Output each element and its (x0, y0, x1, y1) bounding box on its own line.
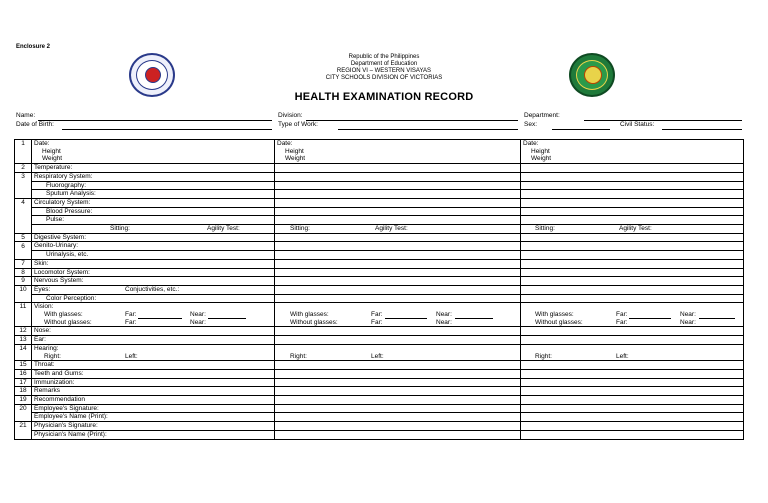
page-title: HEALTH EXAMINATION RECORD (294, 91, 474, 103)
row-number: 1 (15, 140, 32, 148)
table-row (15, 181, 744, 190)
header-republic: Republic of the Philippines (348, 54, 420, 60)
urinalysis-label[interactable]: Urinalysis, etc. (32, 251, 275, 260)
row-number: 18 (15, 387, 32, 396)
civil-field[interactable] (662, 129, 742, 130)
sitting-label: Sitting: (290, 225, 310, 233)
left-ear-label: Left: (371, 352, 384, 360)
far-field[interactable] (138, 312, 182, 319)
name-field[interactable] (38, 120, 272, 121)
near-field[interactable] (699, 320, 735, 327)
weight-label[interactable]: Weight (275, 155, 521, 163)
color-perception-label[interactable]: Color Perception: (32, 294, 275, 303)
row-number: 21 (15, 422, 32, 431)
agility-label: Agility Test: (619, 225, 652, 233)
work-field[interactable] (338, 129, 518, 130)
header-department: Department of Education (350, 61, 418, 67)
with-glasses-label: With glasses: (44, 311, 83, 319)
table-row (15, 311, 744, 319)
table-row (15, 430, 744, 439)
table-row (15, 303, 744, 311)
near-field[interactable] (208, 320, 246, 327)
far-field[interactable] (138, 320, 182, 327)
dob-label: Date of Birth: (16, 121, 54, 128)
respiratory-label[interactable]: Respiratory System: (32, 172, 275, 181)
table-row (15, 369, 744, 378)
right-ear-label: Right: (535, 352, 552, 360)
row-number: 11 (15, 303, 32, 311)
near-label: Near: (436, 311, 452, 319)
sputum-label[interactable]: Sputum Analysis: (32, 190, 275, 199)
near-field[interactable] (455, 320, 493, 327)
eyes-label: Eyes: (34, 285, 51, 293)
division-label: Division: (278, 112, 303, 119)
far-label: Far: (616, 311, 628, 319)
weight-label[interactable]: Weight (32, 155, 275, 163)
near-label: Near: (680, 311, 696, 319)
table-row (15, 353, 744, 361)
name-label: Name: (16, 112, 36, 119)
fluorography-label[interactable]: Fluorography: (32, 181, 275, 190)
hearing-label[interactable]: Hearing: (32, 344, 275, 352)
table-row (15, 422, 744, 431)
far-label: Far: (125, 311, 137, 319)
table-row (15, 344, 744, 352)
near-field[interactable] (455, 312, 493, 319)
dob-field[interactable] (62, 129, 272, 130)
table-row (15, 251, 744, 260)
far-label: Far: (125, 318, 137, 326)
row-number: 17 (15, 378, 32, 387)
sex-field[interactable] (552, 129, 610, 130)
far-field[interactable] (629, 320, 671, 327)
near-label: Near: (680, 318, 696, 326)
table-row (15, 190, 744, 199)
with-glasses-label: With glasses: (535, 311, 574, 319)
height-label[interactable]: Height (32, 148, 275, 156)
date-label[interactable]: Date: (521, 140, 744, 148)
table-row (15, 396, 744, 405)
far-field[interactable] (385, 312, 427, 319)
table-row (15, 387, 744, 396)
row-number: 3 (15, 172, 32, 181)
far-label: Far: (371, 318, 383, 326)
near-label: Near: (190, 318, 206, 326)
agility-label: Agility Test: (207, 225, 240, 233)
near-label: Near: (190, 311, 206, 319)
table-row (15, 268, 744, 277)
teeth-label[interactable]: Teeth and Gums: (32, 369, 275, 378)
remarks-label[interactable]: Remarks (32, 387, 275, 396)
conjunctivitis-label: Conjuctivities, etc.: (125, 285, 180, 293)
table-row (15, 277, 744, 286)
ear-label[interactable]: Ear: (32, 336, 275, 345)
table-row (15, 378, 744, 387)
digestive-label[interactable]: Digestive System: (32, 233, 275, 242)
right-ear-label: Right: (290, 352, 307, 360)
physician-signature-label[interactable]: Physician's Signature: (32, 422, 275, 431)
table-row (15, 148, 744, 156)
work-label: Type of Work: (278, 121, 318, 128)
without-glasses-label: Without glasses: (535, 318, 583, 326)
employee-signature-label[interactable]: Employee's Signature: (32, 404, 275, 413)
table-row (15, 155, 744, 163)
height-label[interactable]: Height (521, 148, 744, 156)
with-glasses-label: With glasses: (290, 311, 329, 319)
nervous-label[interactable]: Nervous System: (32, 277, 275, 286)
civil-label: Civil Status: (620, 121, 655, 128)
circulatory-label[interactable]: Circulatory System: (32, 198, 275, 207)
blood-pressure-label[interactable]: Blood Pressure: (32, 207, 275, 216)
header-region: REGION VI – WESTERN VISAYAS (336, 68, 432, 74)
table-row (15, 413, 744, 422)
right-ear-label: Right: (44, 352, 61, 360)
row-number: 14 (15, 344, 32, 352)
without-glasses-label: Without glasses: (290, 318, 338, 326)
temperature-label[interactable]: Temperature: (32, 164, 275, 173)
agility-label: Agility Test: (375, 225, 408, 233)
far-label: Far: (616, 318, 628, 326)
height-label[interactable]: Height (275, 148, 521, 156)
row-number: 15 (15, 361, 32, 370)
department-label: Department: (524, 112, 560, 119)
table-row (15, 198, 744, 207)
row-number: 6 (15, 242, 32, 251)
sitting-label: Sitting: (110, 225, 130, 233)
enclosure-label: Enclosure 2 (16, 44, 51, 50)
table-row (15, 207, 744, 216)
table-row (15, 294, 744, 303)
row-number: 20 (15, 404, 32, 413)
vision-label[interactable]: Vision: (32, 303, 275, 311)
nose-label[interactable]: Nose: (32, 327, 275, 336)
row-number: 10 (15, 285, 32, 294)
table-row (15, 216, 744, 225)
genito-urinary-label[interactable]: Genito-Urinary: (32, 242, 275, 251)
row-number: 13 (15, 336, 32, 345)
table-row (15, 327, 744, 336)
table-row (15, 233, 744, 242)
table-row (15, 336, 744, 345)
weight-label[interactable]: Weight (521, 155, 744, 163)
near-field[interactable] (699, 312, 735, 319)
table-row (15, 259, 744, 268)
table-row (15, 285, 744, 294)
row-number: 9 (15, 277, 32, 286)
left-ear-label: Left: (125, 352, 138, 360)
far-field[interactable] (385, 320, 427, 327)
table-row (15, 172, 744, 181)
table-row (15, 361, 744, 370)
row-number: 5 (15, 233, 32, 242)
far-field[interactable] (629, 312, 671, 319)
date-label[interactable]: Date: (275, 140, 521, 148)
table-row (15, 242, 744, 251)
without-glasses-label: Without glasses: (44, 318, 92, 326)
row-number: 19 (15, 396, 32, 405)
near-label: Near: (436, 318, 452, 326)
table-row (15, 164, 744, 173)
far-label: Far: (371, 311, 383, 319)
employee-name-label[interactable]: Employee's Name (Print): (32, 413, 275, 422)
table-row (15, 404, 744, 413)
row-number: 7 (15, 259, 32, 268)
recommendation-label[interactable]: Recommendation (32, 396, 275, 405)
row-number: 12 (15, 327, 32, 336)
near-field[interactable] (208, 312, 246, 319)
left-ear-label: Left: (616, 352, 629, 360)
skin-label[interactable]: Skin: (32, 259, 275, 268)
department-field[interactable] (584, 120, 742, 121)
row-number: 2 (15, 164, 32, 173)
row-number: 8 (15, 268, 32, 277)
sitting-label: Sitting: (535, 225, 555, 233)
table-row (15, 319, 744, 327)
locomotor-label[interactable]: Locomotor System: (32, 268, 275, 277)
division-field[interactable] (306, 120, 518, 121)
throat-label[interactable]: Throat: (32, 361, 275, 370)
header-division: CITY SCHOOLS DIVISION OF VICTORIAS (325, 75, 443, 81)
physician-name-label[interactable]: Physician's Name (Print): (32, 430, 275, 439)
row-number: 16 (15, 369, 32, 378)
health-record-table (14, 139, 744, 440)
table-row (15, 225, 744, 234)
table-row (15, 140, 744, 148)
row-number: 4 (15, 198, 32, 207)
immunization-label[interactable]: Immunization: (32, 378, 275, 387)
pulse-label[interactable]: Pulse: (32, 216, 275, 225)
sex-label: Sex: (524, 121, 538, 128)
date-label[interactable]: Date: (32, 140, 275, 148)
